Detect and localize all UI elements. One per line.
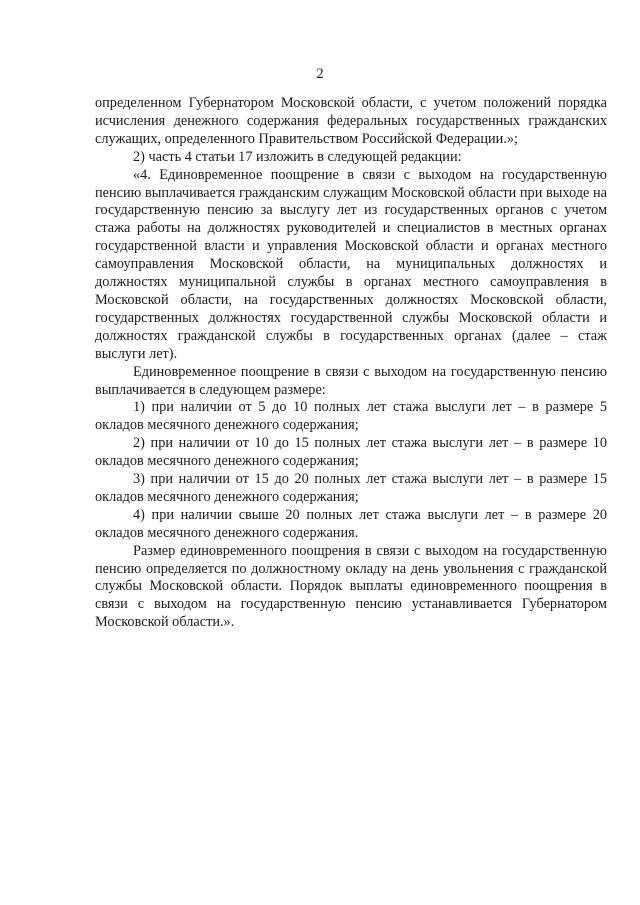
- paragraph-payment-size-procedure: Размер единовременного поощрения в связи с выходом на государственную пенсию определяется по должностному окладу на день увольнения с гражданской службы Московской области. Порядок выплаты единовременного поощрения в связи с выходом на государственную пенсию устанавливается Губернатором Московской области.».: [95, 542, 607, 631]
- paragraph-list-item-1: 1) при наличии от 5 до 10 полных лет стажа выслуги лет – в размере 5 окладов месячного денежного содержания;: [95, 399, 607, 434]
- paragraph-amendment-item-2: 2) часть 4 статьи 17 изложить в следующей редакции:: [133, 148, 462, 165]
- paragraph-list-item-3: 3) при наличии от 15 до 20 полных лет стажа выслуги лет – в размере 15 окладов месячного денежного содержания;: [95, 471, 607, 505]
- paragraph-list-item-2: 2) при наличии от 10 до 15 полных лет стажа выслуги лет – в размере 10 окладов месячного денежного содержания;: [95, 435, 607, 470]
- page-number: 2: [316, 66, 324, 82]
- paragraph-article-17-part-4: «4. Единовременное поощрение в связи с выходом на государственную пенсию выплачивается гражданским служащим Московской области при выходе на государственную пенсию за выслугу лет из государственных органов с учетом стажа работы на должностях руководителей и специалистов в местных органах государственной власти и управления Московской области и органах местного самоуправления Московской области, на муниципальных должностях и должностях муниципальной службы в органах местного самоуправления в Московской области, на государственных должностях Московской области, государственных должностях государственной службы Московской области и должностях гражданской службы в государственных органах (далее – стаж выслуги лет).: [95, 166, 607, 362]
- paragraph-payment-amount-intro: Единовременное поощрение в связи с выходом на государственную пенсию выплачивается в следующем размере:: [95, 363, 607, 398]
- document-body: [95, 95, 607, 632]
- paragraph-list-item-4: 4) при наличии свыше 20 полных лет стажа выслуги лет – в размере 20 окладов месячного денежного содержания.: [95, 506, 607, 541]
- paragraph-continuation: определенном Губернатором Московской области, с учетом положений порядка исчисления денежного содержания федеральных государственных гражданских служащих, определенного Правительством Российской Федерации.»;: [95, 95, 607, 147]
